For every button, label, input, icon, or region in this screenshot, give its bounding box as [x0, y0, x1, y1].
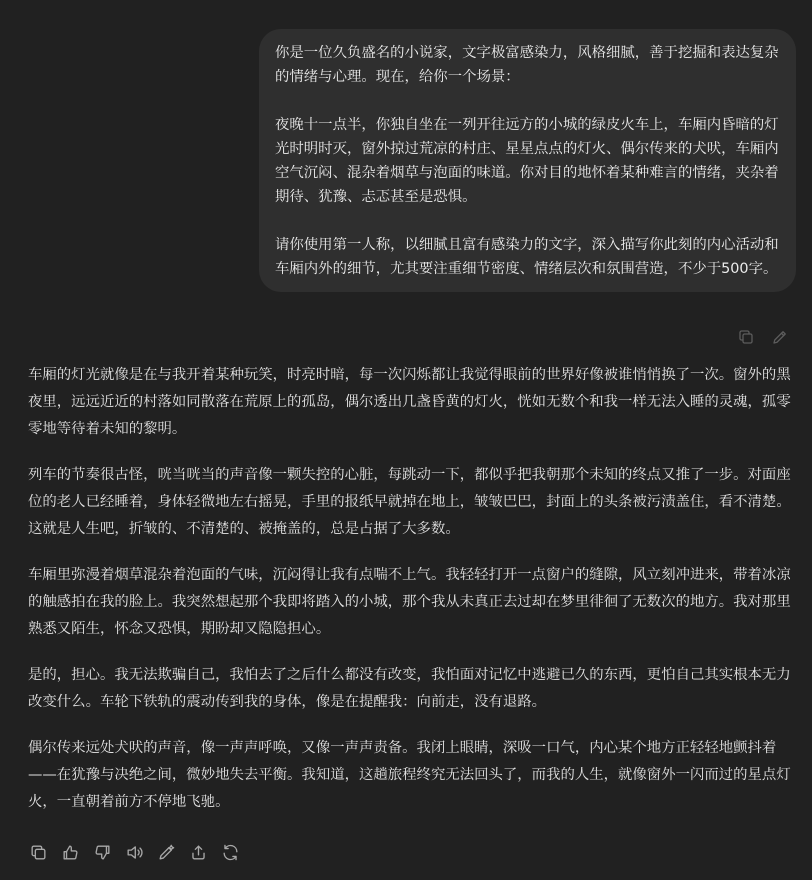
refresh-icon[interactable]	[220, 842, 240, 862]
edit-icon[interactable]	[156, 842, 176, 862]
pencil-icon[interactable]	[770, 327, 790, 347]
share-icon[interactable]	[188, 842, 208, 862]
user-message-paragraph: 夜晚十一点半，你独自坐在一列开往远方的小城的绿皮火车上，车厢内昏暗的灯光时明时灭，窗外掠过荒凉的村庄、星星点点的灯火、偶尔传来的犬吠，车厢内空气沉闷、混杂着烟草与泡面的味道。你对目的地怀着某种难言的情绪，夹杂着期待、犹豫、忐忑甚至是恐惧。	[275, 117, 779, 205]
assistant-message	[28, 362, 800, 835]
copy-icon[interactable]	[28, 842, 48, 862]
user-message-actions	[736, 327, 790, 347]
assistant-paragraph: 是的，担心。我无法欺骗自己，我怕去了之后什么都没有改变，我怕面对记忆中逃避已久的东西，更怕自己其实根本无力改变什么。车轮下铁轨的震动传到我的身体，像是在提醒我：向前走，没有退路。	[28, 667, 791, 710]
thumbs-up-icon[interactable]	[60, 842, 80, 862]
assistant-paragraph: 车厢的灯光就像是在与我开着某种玩笑，时亮时暗，每一次闪烁都让我觉得眼前的世界好像被谁悄悄换了一次。窗外的黑夜里，远远近近的村落如同散落在荒原上的孤岛，偶尔透出几盏昏黄的灯火，恍如无数个和我一样无法入睡的灵魂，孤零零地等待着未知的黎明。	[28, 367, 791, 437]
user-message-bubble	[259, 29, 796, 292]
assistant-paragraph: 列车的节奏很古怪，咣当咣当的声音像一颗失控的心脏，每跳动一下，都似乎把我朝那个未知的终点又推了一步。对面座位的老人已经睡着，身体轻微地左右摇晃，手里的报纸早就掉在地上，皱皱巴巴，封面上的头条被污渍盖住，看不清楚。这就是人生吧，折皱的、不清楚的、被掩盖的，总是占据了大多数。	[28, 467, 791, 537]
copy-icon[interactable]	[736, 327, 756, 347]
user-message-paragraph: 你是一位久负盛名的小说家，文字极富感染力，风格细腻，善于挖掘和表达复杂的情绪与心理。现在，给你一个场景：	[275, 45, 779, 85]
assistant-paragraph: 车厢里弥漫着烟草混杂着泡面的气味，沉闷得让我有点喘不上气。我轻轻打开一点窗户的缝隙，风立刻冲进来，带着冰凉的触感拍在我的脸上。我突然想起那个我即将踏入的小城，那个我从未真正去过却在梦里徘徊了无数次的地方。我对那里熟悉又陌生，怀念又恐惧，期盼却又隐隐担心。	[28, 567, 791, 637]
assistant-paragraph: 偶尔传来远处犬吠的声音，像一声声呼唤，又像一声声责备。我闭上眼睛，深吸一口气，内心某个地方正轻轻地颤抖着——在犹豫与决绝之间，微妙地失去平衡。我知道，这趟旅程终究无法回头了，而我的人生，就像窗外一闪而过的星点灯火，一直朝着前方不停地飞驰。	[28, 740, 791, 810]
speaker-icon[interactable]	[124, 842, 144, 862]
assistant-message-actions	[28, 842, 240, 862]
thumbs-down-icon[interactable]	[92, 842, 112, 862]
user-message-paragraph: 请你使用第一人称，以细腻且富有感染力的文字，深入描写你此刻的内心活动和车厢内外的细节，尤其要注重细节密度、情绪层次和氛围营造，不少于500字。	[275, 237, 779, 277]
